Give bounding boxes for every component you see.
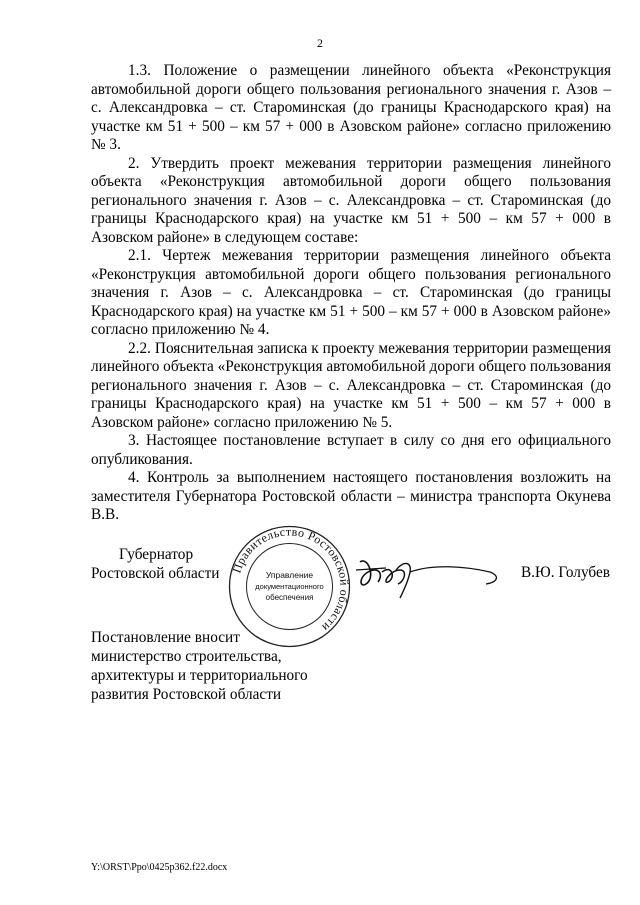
paragraph-4: 4. Контроль за выполнением настоящего постановления возложить на заместителя Губернатора Ростовской области – министра транспорта Окунева В.В. bbox=[91, 469, 611, 523]
document-body bbox=[91, 62, 611, 525]
paragraph-2-2: 2.2. Пояснительная записка к проекту межевания территории размещения линейного объекта «Реконструкция автомобильной дороги общего пользования регионального значения г. Азов – с. Александровка – ст. Староминская (до границы Краснодарского края) на участке км 51 + 500 – км 57 + 000 в Азовском районе» согласно приложению № 5. bbox=[91, 339, 611, 431]
submitter-line1: Постановление вносит bbox=[91, 629, 240, 646]
signatory-title bbox=[91, 545, 231, 583]
submitter-line3: архитектуры и территориального bbox=[91, 667, 308, 684]
signatory-title-line2: Ростовской области bbox=[91, 565, 220, 582]
seal-inner-line3: обеспечения bbox=[265, 593, 314, 602]
paragraph-2: 2. Утвердить проект межевания территории размещения линейного объекта «Реконструкция автомобильной дороги общего пользования регионального значения г. Азов – с. Александровка – ст. Староминская (до границы Краснодарского края) на участке км 51 + 500 – км 57 + 000 в Азовском районе» в следующем составе: bbox=[91, 154, 611, 246]
seal-outer-text: Правительство Ростовской области bbox=[229, 524, 352, 635]
file-path: Y:\ORST\Ppo\0425p362.f22.docx bbox=[91, 862, 228, 873]
paragraph-1-3: 1.3. Положение о размещении линейного объекта «Реконструкция автомобильной дороги общего пользования регионального значения г. Азов – с. Александровка – ст. Староминская (до границы Краснодарского края) на участке км 51 + 500 – км 57 + 000 в Азовском районе» согласно приложению № 3. bbox=[91, 62, 611, 153]
submitter-note bbox=[91, 628, 351, 704]
seal-inner-line1: Управление bbox=[265, 570, 314, 580]
page-number: 2 bbox=[317, 36, 323, 50]
seal-inner-line2: документационного bbox=[255, 582, 324, 591]
handwritten-signature bbox=[352, 548, 502, 608]
paragraph-3: 3. Настоящее постановление вступает в силу со дня его официального опубликования. bbox=[91, 432, 611, 468]
signatory-title-line1: Губернатор bbox=[119, 546, 194, 563]
paragraph-2-1: 2.1. Чертеж межевания территории размещения линейного объекта «Реконструкция автомобильной дороги общего пользования регионального значения г. Азов – с. Александровка – ст. Староминская (до границы Краснодарского края) на участке км 51 + 500 – км 57 + 000 в Азовском районе» согласно приложению № 4. bbox=[91, 247, 611, 338]
signatory-name: В.Ю. Голубев bbox=[520, 564, 610, 581]
submitter-line4: развития Ростовской области bbox=[91, 686, 282, 703]
submitter-line2: министерство строительства, bbox=[91, 648, 282, 665]
